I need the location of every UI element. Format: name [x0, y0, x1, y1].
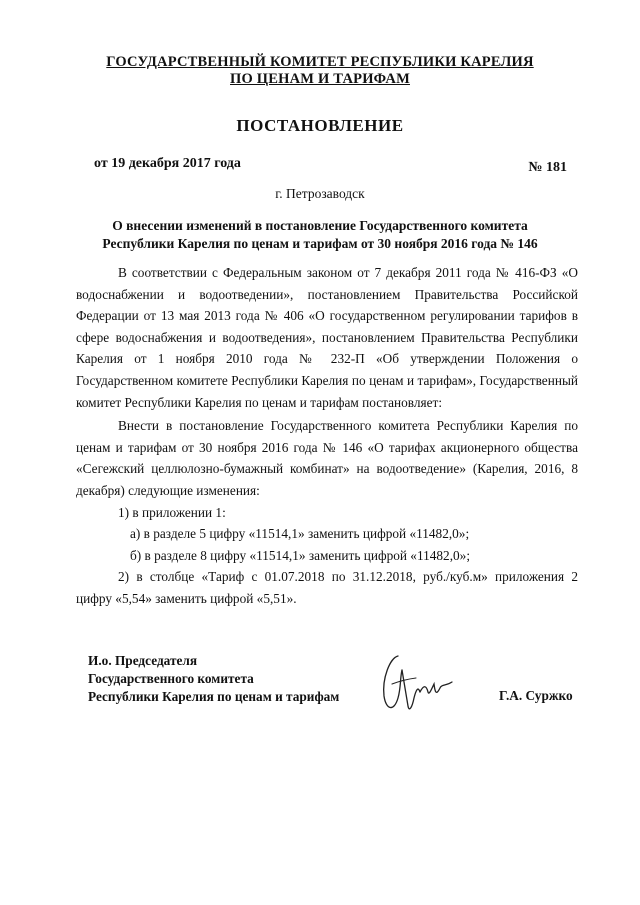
signatory-position-line2: Государственного комитета: [88, 671, 254, 686]
document-number: № 181: [528, 160, 567, 175]
subject-line2: Республики Карелия по ценам и тарифам от 30 ноября 2016 года № 146: [102, 236, 538, 251]
document-title: ПОСТАНОВЛЕНИЕ: [236, 116, 404, 135]
org-name-line1: ГОСУДАРСТВЕННЫЙ КОМИТЕТ РЕСПУБЛИКИ КАРЕЛИЯ: [106, 54, 534, 70]
paragraph-preamble: В соответствии с Федеральным законом от 7 декабря 2011 года № 416-ФЗ «О водоснабжении и водоотведении», постановлением Правительства Российской Федерации от 13 мая 2013 года № 406 «О государственном регулировании тарифов в сфере водоснабжения и водоотведения», постановлением Правительства Республики Карелия от 1 ноября 2010 года № 232-П «Об утверждении Положения о Государственном комитете Республики Карелия по ценам и тарифам», Государственный комитет Республики Карелия по ценам и тарифам постановляет:: [76, 265, 578, 410]
list-item-1a: а) в разделе 5 цифру «11514,1» заменить цифрой «11482,0»;: [130, 526, 470, 542]
signatory-position-line1: И.о. Председателя: [88, 653, 198, 668]
handwritten-signature: [368, 648, 458, 718]
org-name-line2: ПО ЦЕНАМ И ТАРИФАМ: [230, 71, 410, 87]
document-date: от 19 декабря 2017 года: [94, 156, 241, 171]
subject-line1: О внесении изменений в постановление Государственного комитета: [112, 218, 528, 233]
list-item-1b: б) в разделе 8 цифру «11514,1» заменить цифрой «11482,0»;: [130, 547, 471, 563]
signatory-name: Г.А. Суржко: [499, 688, 573, 703]
list-item-1: 1) в приложении 1:: [118, 504, 226, 520]
document-body: [76, 262, 578, 610]
signatory-position: [88, 652, 339, 706]
paragraph-resolution: Внести в постановление Государственного комитета Республики Карелия по ценам и тарифам от 30 ноября 2016 года № 146 «О тарифах акционерного общества «Сегежский целлюлозно-бумажный комбинат» на водоотведение» (Карелия, 2016, 8 декабря) следующие изменения:: [76, 418, 578, 498]
list-item-2: 2) в столбце «Тариф с 01.07.2018 по 31.12.2018, руб./куб.м» приложения 2 цифру «5,54» заменить цифрой «5,51».: [76, 569, 578, 606]
signatory-position-line3: Республики Карелия по ценам и тарифам: [88, 689, 340, 704]
document-city: г. Петрозаводск: [275, 186, 365, 201]
